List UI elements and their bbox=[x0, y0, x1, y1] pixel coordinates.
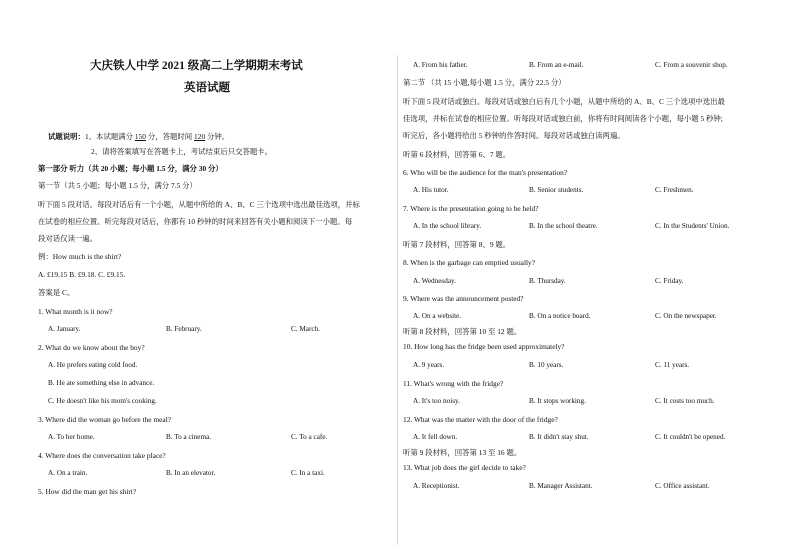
q12-option-a: A. It fell down. bbox=[413, 433, 458, 441]
q3-option-a: A. To her home. bbox=[48, 433, 95, 441]
q11-option-a: A. It's too noisy. bbox=[413, 397, 460, 405]
q4-option-a: A. On a train. bbox=[48, 469, 88, 477]
q6-option-a: A. His tutor. bbox=[413, 186, 449, 194]
q13-option-b: B. Manager Assistant. bbox=[529, 482, 593, 490]
q3-option-b: B. To a cinema. bbox=[166, 433, 212, 441]
question-6: 6. Who will be the audience for the man's presentation? bbox=[403, 168, 568, 177]
material-7-heading: 听第 7 段材料，回答第 8、9 题。 bbox=[403, 240, 511, 249]
section2-desc-line: 听完后，各小题将给出 5 秒钟的作答时间。每段对话或独白读两遍。 bbox=[403, 131, 625, 140]
q13-option-c: C. Office assistant. bbox=[655, 482, 710, 490]
instructions-line-1 bbox=[48, 132, 229, 141]
q6-option-b: B. Senior students. bbox=[529, 186, 584, 194]
column-divider bbox=[397, 55, 398, 545]
q2-option-b: B. He ate something else in advance. bbox=[48, 379, 155, 387]
example-options: A. £19.15 B. £9.18. C. £9.15. bbox=[38, 270, 126, 279]
section1-heading: 第一节（共 5 小题；每小题 1.5 分，满分 7.5 分） bbox=[38, 181, 197, 190]
question-11: 11. What's wrong with the fridge? bbox=[403, 379, 504, 388]
section2-heading: 第二节 （共 15 小题,每小题 1.5 分，满分 22.5 分） bbox=[403, 78, 566, 87]
question-5: 5. How did the man get his shirt? bbox=[38, 487, 137, 496]
q5-option-c: C. From a souvenir shop. bbox=[655, 61, 728, 69]
question-9: 9. Where was the announcement posted? bbox=[403, 294, 524, 303]
instructions-suffix: 分钟。 bbox=[207, 132, 230, 141]
instructions-prefix: 1、本试题满分 bbox=[84, 132, 134, 141]
q4-option-b: B. In an elevator. bbox=[166, 469, 216, 477]
q9-option-c: C. On the newspaper. bbox=[655, 312, 717, 320]
exam-title: 大庆铁人中学 2021 级高二上学期期末考试 bbox=[90, 60, 303, 72]
section1-desc-line: 听下面 5 段对话。每段对话后有一个小题，从题中所给的 A、B、C 三个选项中选出最佳选项，并标 bbox=[38, 200, 360, 209]
q13-option-a: A. Receptionist. bbox=[413, 482, 460, 490]
q7-option-a: A. In the school library. bbox=[413, 222, 482, 230]
q8-option-a: A. Wednesday. bbox=[413, 277, 456, 285]
q1-option-a: A. January. bbox=[48, 325, 81, 333]
q10-option-a: A. 9 years. bbox=[413, 361, 445, 369]
q8-option-b: B. Thursday. bbox=[529, 277, 566, 285]
q11-option-c: C. It costs too much. bbox=[655, 397, 715, 405]
example-question: 例：How much is the shirt? bbox=[38, 252, 122, 261]
question-2: 2. What do we know about the boy? bbox=[38, 343, 145, 352]
q2-option-c: C. He doesn't like his mom's cooking. bbox=[48, 397, 157, 405]
question-8: 8. When is the garbage can emptied usually? bbox=[403, 258, 536, 267]
material-9-heading: 听第 9 段材料，回答第 13 至 16 题。 bbox=[403, 448, 522, 457]
question-12: 12. What was the matter with the door of the fridge? bbox=[403, 415, 558, 424]
instructions-mid: 分，答题时间 bbox=[147, 132, 193, 141]
question-10: 10. How long has the fridge been used approximately? bbox=[403, 342, 565, 351]
left-column bbox=[38, 0, 418, 560]
q4-option-c: C. In a taxi. bbox=[291, 469, 325, 477]
q5-option-b: B. From an e-mail. bbox=[529, 61, 584, 69]
q12-option-c: C. It couldn't be opened. bbox=[655, 433, 726, 441]
q10-option-c: C. 11 years. bbox=[655, 361, 690, 369]
q5-option-a: A. From his father. bbox=[413, 61, 468, 69]
example-answer: 答案是 C。 bbox=[38, 288, 75, 297]
q6-option-c: C. Freshmen. bbox=[655, 186, 694, 194]
q7-option-c: C. In the Students' Union. bbox=[655, 222, 730, 230]
q9-option-a: A. On a website. bbox=[413, 312, 462, 320]
right-column bbox=[403, 0, 781, 560]
q1-option-b: B. February. bbox=[166, 325, 202, 333]
material-6-heading: 听第 6 段材料，回答第 6、7 题。 bbox=[403, 150, 511, 159]
q2-option-a: A. He prefers eating cold food. bbox=[48, 361, 138, 369]
q10-option-b: B. 10 years. bbox=[529, 361, 564, 369]
instructions-line-2: 2、请将答案填写在答题卡上，考试结束后只交答题卡。 bbox=[91, 147, 273, 156]
q8-option-c: C. Friday. bbox=[655, 277, 684, 285]
question-3: 3. Where did the woman go before the meal? bbox=[38, 415, 172, 424]
instructions-label: 试题说明： bbox=[48, 132, 85, 141]
section1-desc-line: 段对话仅读一遍。 bbox=[38, 234, 98, 243]
material-8-heading: 听第 8 段材料，回答第 10 至 12 题。 bbox=[403, 327, 522, 336]
total-score: 150 bbox=[134, 132, 146, 141]
q12-option-b: B. It didn't stay shut. bbox=[529, 433, 589, 441]
section2-desc-line: 佳选项，并标在试卷的相应位置。听每段对话或独白前，你将有时间阅读各个小题，每小题 5 秒钟; bbox=[403, 114, 723, 123]
question-13: 13. What job does the girl decide to take? bbox=[403, 463, 526, 472]
question-1: 1. What month is it now? bbox=[38, 307, 113, 316]
q9-option-b: B. On a notice board. bbox=[529, 312, 591, 320]
q3-option-c: C. To a cafe. bbox=[291, 433, 328, 441]
question-7: 7. Where is the presentation going to be held? bbox=[403, 204, 539, 213]
question-4: 4. Where does the conversation take place? bbox=[38, 451, 166, 460]
q1-option-c: C. March. bbox=[291, 325, 320, 333]
section2-desc-line: 听下面 5 段对话或独白。每段对话或独白后有几个小题，从题中所给的 A、B、C 三个选项中选出最 bbox=[403, 97, 725, 106]
q11-option-b: B. It stops working. bbox=[529, 397, 586, 405]
time-limit: 120 bbox=[194, 132, 206, 141]
section1-desc-line: 在试卷的相应位置。听完每段对话后，你都有 10 秒钟的时间来回答有关小题和阅读下一小题。每 bbox=[38, 217, 353, 226]
part1-heading: 第一部分 听力（共 20 小题；每小题 1.5 分，满分 30 分） bbox=[38, 164, 223, 173]
q7-option-b: B. In the school theatre. bbox=[529, 222, 598, 230]
exam-subtitle: 英语试题 bbox=[184, 82, 230, 94]
